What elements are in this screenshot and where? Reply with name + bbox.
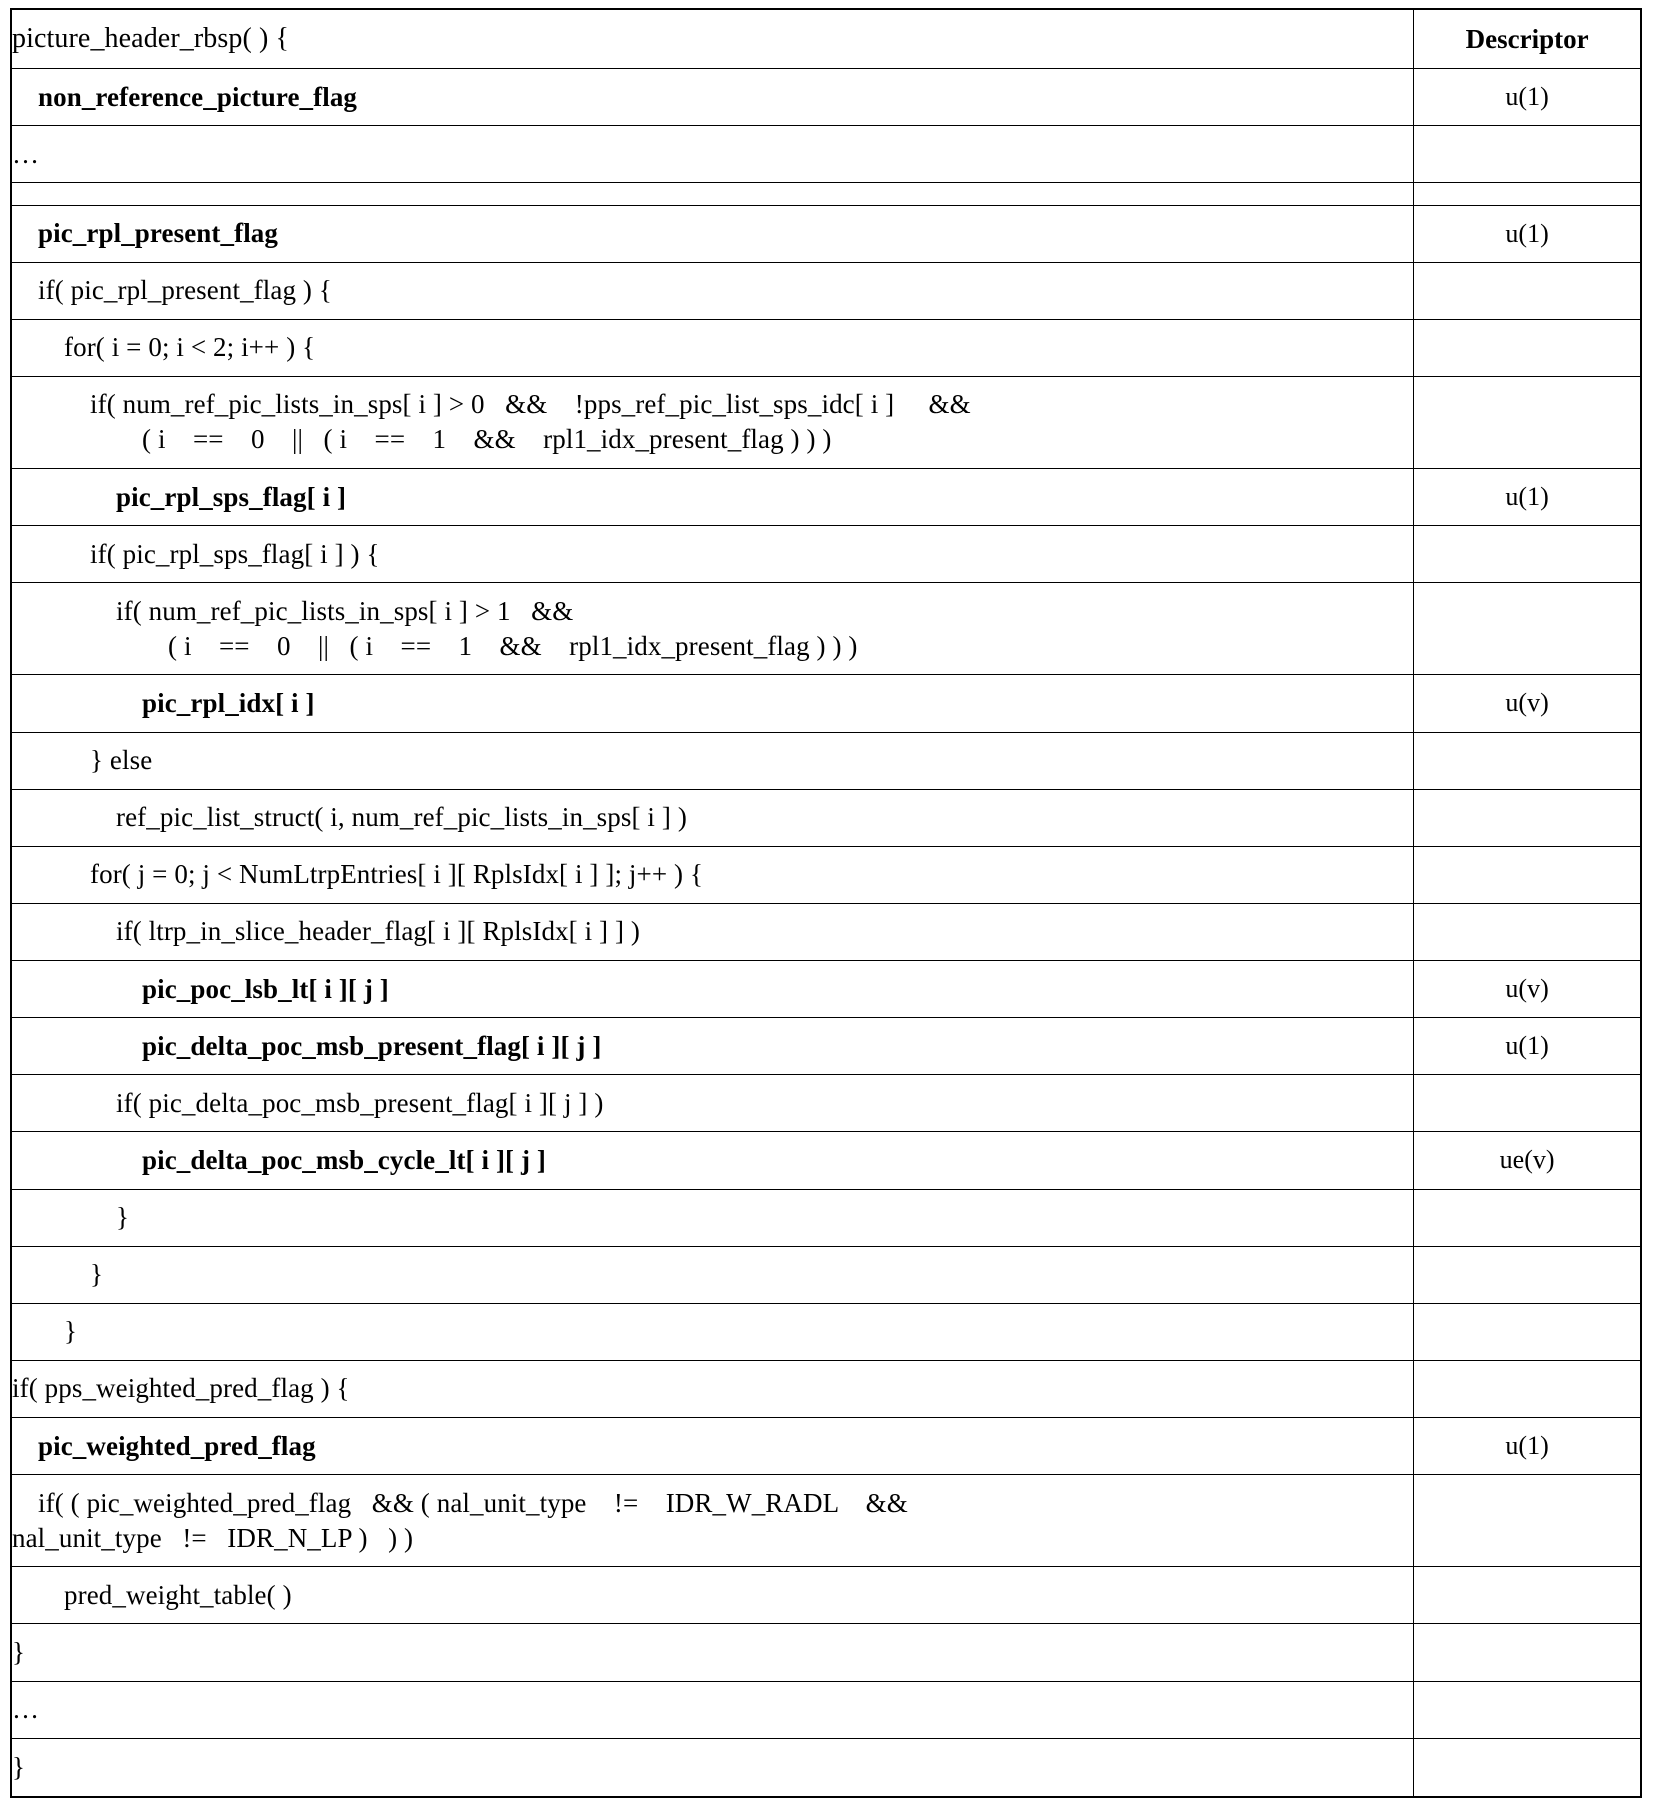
syntax-code-cell	[11, 789, 1414, 846]
table-row	[11, 469, 1641, 526]
syntax-code-cell	[11, 526, 1414, 583]
syntax-code-cell	[11, 1738, 1414, 1797]
syntax-code-cell	[11, 183, 1414, 205]
syntax-code-cell	[11, 846, 1414, 903]
descriptor-cell	[1414, 183, 1641, 205]
descriptor-cell: u(1)	[1414, 1018, 1641, 1075]
descriptor-cell: u(1)	[1414, 469, 1641, 526]
descriptor-cell	[1414, 732, 1641, 789]
table-row	[11, 319, 1641, 376]
syntax-text: if( pic_delta_poc_msb_present_flag[ i ][ j ] )	[116, 1087, 604, 1118]
descriptor-cell: u(1)	[1414, 205, 1641, 262]
table-row	[11, 69, 1641, 126]
syntax-text: pic_rpl_idx[ i ]	[142, 687, 315, 718]
syntax-element-cell	[11, 675, 1414, 732]
descriptor-cell	[1414, 583, 1641, 675]
descriptor-cell: ue(v)	[1414, 1132, 1641, 1189]
syntax-code-cell	[11, 1075, 1414, 1132]
syntax-text: if( num_ref_pic_lists_in_sps[ i ] > 0 && !pps_ref_pic_list_sps_idc[ i ] &&	[90, 389, 971, 420]
descriptor-cell	[1414, 846, 1641, 903]
syntax-text: picture_header_rbsp( ) {	[12, 22, 290, 54]
syntax-text-continuation: ( i == 0 || ( i == 1 && rpl1_idx_present_flag ) ) )	[168, 630, 858, 661]
syntax-code-cell	[11, 1681, 1414, 1738]
syntax-code-cell	[11, 732, 1414, 789]
syntax-text: }	[116, 1202, 130, 1233]
syntax-element-cell	[11, 1018, 1414, 1075]
table-row	[11, 789, 1641, 846]
syntax-element-cell	[11, 69, 1414, 126]
table-row	[11, 1018, 1641, 1075]
syntax-table	[10, 8, 1642, 1798]
table-row	[11, 183, 1641, 205]
syntax-text: …	[12, 138, 40, 169]
table-row	[11, 1567, 1641, 1624]
descriptor-cell	[1414, 526, 1641, 583]
syntax-text: pic_weighted_pred_flag	[38, 1430, 316, 1461]
table-row	[11, 1360, 1641, 1417]
syntax-text: pic_rpl_sps_flag[ i ]	[116, 481, 347, 512]
table-row	[11, 1246, 1641, 1303]
table-row	[11, 961, 1641, 1018]
descriptor-cell	[1414, 376, 1641, 468]
table-row	[11, 1075, 1641, 1132]
syntax-code-cell	[11, 1624, 1414, 1681]
syntax-text: pic_rpl_present_flag	[38, 218, 278, 249]
descriptor-cell	[1414, 1360, 1641, 1417]
descriptor-cell	[1414, 789, 1641, 846]
descriptor-cell	[1414, 1567, 1641, 1624]
syntax-code-cell	[11, 126, 1414, 183]
syntax-code-cell	[11, 1567, 1414, 1624]
syntax-table-body	[11, 9, 1641, 1797]
descriptor-cell: u(v)	[1414, 675, 1641, 732]
syntax-text: pic_delta_poc_msb_present_flag[ i ][ j ]	[142, 1030, 602, 1061]
table-row	[11, 583, 1641, 675]
descriptor-cell	[1414, 1189, 1641, 1246]
syntax-text: if( num_ref_pic_lists_in_sps[ i ] > 1 &&	[116, 595, 574, 626]
syntax-code-cell	[11, 1246, 1414, 1303]
descriptor-cell: u(1)	[1414, 69, 1641, 126]
syntax-element-cell	[11, 469, 1414, 526]
syntax-text: pic_delta_poc_msb_cycle_lt[ i ][ j ]	[142, 1144, 547, 1175]
syntax-text: non_reference_picture_flag	[38, 81, 358, 112]
syntax-text: }	[12, 1636, 26, 1667]
syntax-text-continuation: nal_unit_type != IDR_N_LP ) ) )	[12, 1522, 414, 1553]
syntax-code-cell	[11, 376, 1414, 468]
syntax-text: …	[12, 1694, 40, 1725]
descriptor-header: Descriptor	[1414, 9, 1641, 69]
syntax-text: }	[12, 1751, 26, 1782]
table-row	[11, 846, 1641, 903]
syntax-text: pic_poc_lsb_lt[ i ][ j ]	[142, 973, 389, 1004]
table-row	[11, 376, 1641, 468]
syntax-element-cell	[11, 1132, 1414, 1189]
syntax-text: }	[90, 1259, 104, 1290]
syntax-text: if( pic_rpl_sps_flag[ i ] ) {	[90, 538, 380, 569]
syntax-text: for( j = 0; j < NumLtrpEntries[ i ][ RplsIdx[ i ] ]; j++ ) {	[90, 859, 704, 890]
table-row	[11, 1189, 1641, 1246]
table-row	[11, 1303, 1641, 1360]
syntax-text: }	[64, 1316, 78, 1347]
table-row	[11, 732, 1641, 789]
descriptor-cell	[1414, 903, 1641, 960]
table-row	[11, 1475, 1641, 1567]
syntax-code-cell	[11, 319, 1414, 376]
descriptor-cell	[1414, 126, 1641, 183]
table-row	[11, 526, 1641, 583]
syntax-code-cell	[11, 1189, 1414, 1246]
syntax-code-cell	[11, 583, 1414, 675]
table-row	[11, 675, 1641, 732]
descriptor-cell	[1414, 1303, 1641, 1360]
table-row	[11, 1738, 1641, 1797]
table-row	[11, 903, 1641, 960]
table-row	[11, 262, 1641, 319]
descriptor-cell: u(v)	[1414, 961, 1641, 1018]
table-row	[11, 205, 1641, 262]
descriptor-cell	[1414, 1738, 1641, 1797]
syntax-element-cell	[11, 961, 1414, 1018]
syntax-text: pred_weight_table( )	[64, 1579, 292, 1610]
syntax-text: if( ( pic_weighted_pred_flag && ( nal_unit_type != IDR_W_RADL &&	[38, 1487, 908, 1518]
syntax-code-cell	[11, 9, 1414, 69]
syntax-code-cell	[11, 262, 1414, 319]
syntax-code-cell	[11, 1360, 1414, 1417]
descriptor-cell	[1414, 319, 1641, 376]
syntax-text: } else	[90, 745, 153, 776]
syntax-text: ref_pic_list_struct( i, num_ref_pic_lists_in_sps[ i ] )	[116, 802, 687, 833]
descriptor-cell	[1414, 1246, 1641, 1303]
table-row	[11, 1624, 1641, 1681]
table-row	[11, 9, 1641, 69]
syntax-text: if( pic_rpl_present_flag ) {	[38, 275, 332, 306]
table-row	[11, 126, 1641, 183]
descriptor-cell	[1414, 1475, 1641, 1567]
descriptor-cell: u(1)	[1414, 1418, 1641, 1475]
syntax-code-cell	[11, 903, 1414, 960]
descriptor-cell	[1414, 1681, 1641, 1738]
descriptor-cell	[1414, 1624, 1641, 1681]
syntax-code-cell	[11, 1475, 1414, 1567]
syntax-text: for( i = 0; i < 2; i++ ) {	[64, 332, 316, 363]
syntax-code-cell	[11, 1303, 1414, 1360]
table-row	[11, 1132, 1641, 1189]
syntax-text: if( pps_weighted_pred_flag ) {	[12, 1373, 350, 1404]
syntax-text-continuation: ( i == 0 || ( i == 1 && rpl1_idx_present_flag ) ) )	[142, 424, 832, 455]
syntax-element-cell	[11, 1418, 1414, 1475]
descriptor-cell	[1414, 262, 1641, 319]
table-row	[11, 1681, 1641, 1738]
syntax-element-cell	[11, 205, 1414, 262]
syntax-text: if( ltrp_in_slice_header_flag[ i ][ RplsIdx[ i ] ] )	[116, 916, 641, 947]
descriptor-cell	[1414, 1075, 1641, 1132]
table-row	[11, 1418, 1641, 1475]
